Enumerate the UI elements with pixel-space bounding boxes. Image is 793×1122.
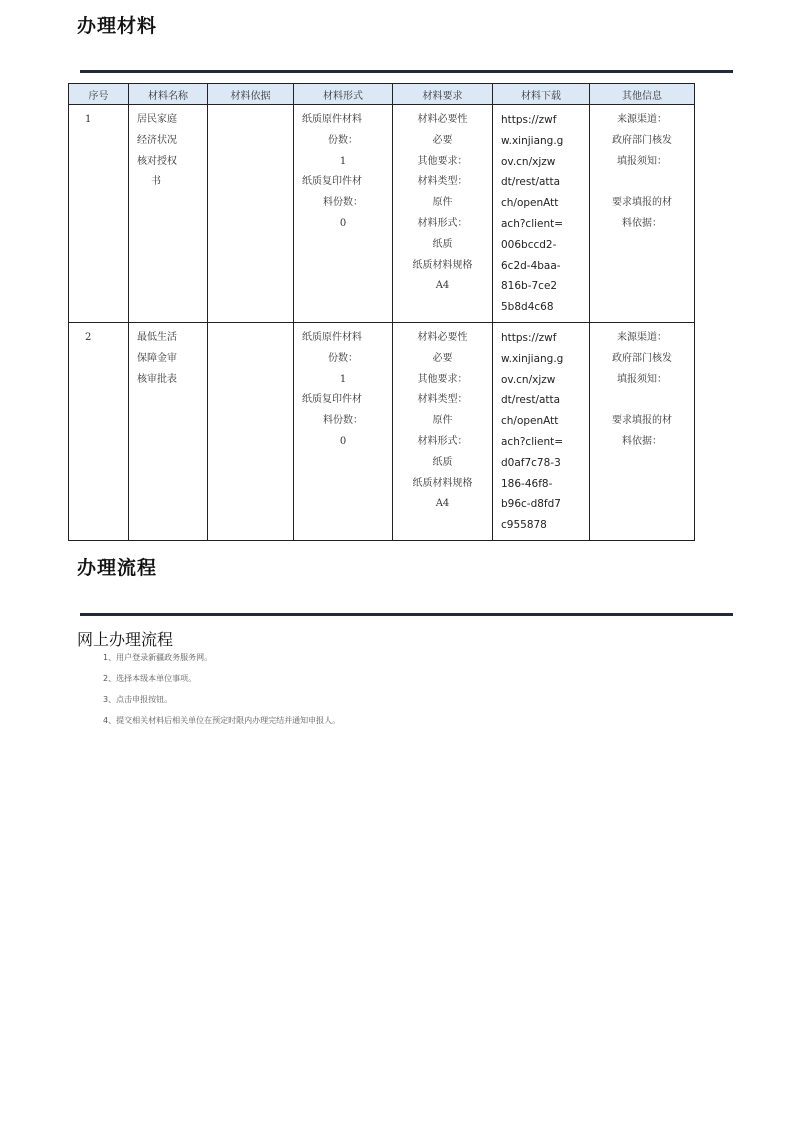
- other-line: 政府部门核发: [612, 134, 672, 146]
- req-line: 材料形式：: [417, 435, 468, 447]
- name-line: 书: [151, 176, 161, 188]
- name-line: 核对授权: [137, 155, 177, 167]
- form-line: 1: [339, 373, 347, 385]
- process-step: 1、用户登录新疆政务服务网。: [103, 653, 213, 662]
- cell-other: [590, 105, 695, 323]
- form-line: 料份数：: [323, 415, 363, 427]
- download-link-line[interactable]: d0af7c78-3: [501, 456, 561, 469]
- other-line: [590, 172, 694, 193]
- other-line: 来源渠道：: [617, 331, 667, 343]
- req-line: 纸质: [432, 238, 453, 250]
- download-link-line[interactable]: 006bccd2-: [501, 238, 557, 251]
- header-requirement: 材料要求: [393, 84, 493, 105]
- section-divider: [80, 613, 733, 616]
- header-no: 序号: [69, 84, 129, 105]
- form-line: 份数：: [328, 352, 358, 364]
- download-link-line[interactable]: 6c2d-4baa-: [501, 259, 561, 272]
- process-step: 2、选择本级本单位事项。: [103, 674, 197, 683]
- process-step: 4、提交相关材料后相关单位在预定时限内办理完结并通知申报人。: [103, 716, 341, 725]
- cell-basis: [208, 105, 294, 323]
- cell-name: [129, 105, 208, 323]
- download-link-line[interactable]: ach?client=: [501, 435, 564, 448]
- cell-no: [69, 322, 129, 540]
- cell-download[interactable]: [493, 322, 590, 540]
- other-line: 料依据：: [622, 435, 662, 447]
- cell-name: [129, 322, 208, 540]
- table-row: [69, 322, 695, 540]
- download-link-line[interactable]: 5b8d4c68: [501, 301, 554, 314]
- req-line: 材料必要性: [417, 331, 468, 343]
- req-line: 其他要求：: [417, 155, 468, 167]
- cell-basis: [208, 322, 294, 540]
- header-basis: 材料依据: [208, 84, 294, 105]
- req-line: A4: [435, 280, 450, 292]
- cell-requirement: [393, 322, 493, 540]
- req-line: 必要: [432, 352, 453, 364]
- cell-requirement: [393, 105, 493, 323]
- form-line: 份数：: [328, 134, 358, 146]
- name-line: 最低生活: [137, 331, 177, 343]
- form-line: 纸质原件材料: [302, 114, 362, 125]
- table-header-row: [69, 84, 695, 105]
- req-line: 材料形式：: [417, 217, 468, 229]
- basis-text: [208, 328, 293, 349]
- other-line: [590, 390, 694, 411]
- form-line: 0: [339, 435, 347, 447]
- header-form: 材料形式: [294, 84, 393, 105]
- other-line: 填报须知：: [617, 373, 667, 385]
- name-line: 居民家庭: [137, 114, 177, 125]
- table-row: [69, 105, 695, 323]
- form-line: 纸质复印件材: [302, 394, 362, 406]
- online-process-subtitle: 网上办理流程: [77, 630, 174, 649]
- download-link-line[interactable]: 186-46f8-: [501, 477, 553, 490]
- materials-title: 办理材料: [77, 15, 158, 37]
- req-line: 材料必要性: [417, 114, 468, 125]
- download-link-line[interactable]: b96c-d8fd7: [501, 498, 561, 511]
- download-link-line[interactable]: w.xinjiang.g: [501, 134, 564, 147]
- process-title: 办理流程: [77, 557, 158, 579]
- form-line: 纸质复印件材: [302, 176, 362, 188]
- cell-form: [294, 105, 393, 323]
- req-line: A4: [435, 498, 450, 510]
- row-number: 2: [85, 331, 92, 343]
- header-other: 其他信息: [590, 84, 695, 105]
- process-steps: [103, 651, 340, 735]
- req-line: 必要: [432, 134, 453, 146]
- cell-form: [294, 322, 393, 540]
- download-link-line[interactable]: https://zwf: [501, 114, 557, 126]
- form-line: 0: [339, 217, 347, 229]
- row-number: 1: [85, 114, 92, 125]
- download-link-line[interactable]: c955878: [501, 519, 547, 532]
- download-link-line[interactable]: w.xinjiang.g: [501, 352, 564, 365]
- download-link-line[interactable]: ach?client=: [501, 217, 564, 230]
- header-name: 材料名称: [129, 84, 208, 105]
- form-line: 料份数：: [323, 197, 363, 209]
- download-link-line[interactable]: ov.cn/xjzw: [501, 155, 556, 168]
- req-line: 原件: [432, 415, 453, 427]
- other-line: 政府部门核发: [612, 352, 672, 364]
- download-link-line[interactable]: dt/rest/atta: [501, 394, 561, 407]
- download-link-line[interactable]: 816b-7ce2: [501, 280, 558, 293]
- process-step: 3、点击申报按钮。: [103, 695, 173, 704]
- section-divider: [80, 70, 733, 73]
- basis-text: [208, 110, 293, 131]
- other-line: 来源渠道：: [617, 114, 667, 125]
- req-line: 材料类型：: [417, 176, 468, 188]
- cell-download[interactable]: [493, 105, 590, 323]
- req-line: 纸质材料规格: [412, 259, 473, 271]
- header-download: 材料下载: [493, 84, 590, 105]
- req-line: 材料类型：: [417, 394, 468, 406]
- req-line: 原件: [432, 197, 453, 209]
- cell-other: [590, 322, 695, 540]
- download-link-line[interactable]: https://zwf: [501, 331, 557, 344]
- download-link-line[interactable]: dt/rest/atta: [501, 176, 561, 189]
- req-line: 其他要求：: [417, 373, 468, 385]
- download-link-line[interactable]: ov.cn/xjzw: [501, 373, 556, 386]
- materials-table: [68, 83, 695, 541]
- form-line: 1: [339, 155, 347, 167]
- req-line: 纸质: [432, 456, 453, 468]
- name-line: 保障金审: [137, 352, 177, 364]
- name-line: 经济状况: [137, 134, 177, 146]
- other-line: 填报须知：: [617, 155, 667, 167]
- download-link-line[interactable]: ch/openAtt: [501, 415, 559, 428]
- name-line: 核审批表: [137, 373, 177, 385]
- other-line: 要求填报的材: [612, 415, 672, 427]
- req-line: 纸质材料规格: [412, 477, 473, 489]
- form-line: 纸质原件材料: [302, 331, 362, 343]
- cell-no: [69, 105, 129, 323]
- other-line: 料依据：: [622, 217, 662, 229]
- other-line: 要求填报的材: [612, 197, 672, 209]
- download-link-line[interactable]: ch/openAtt: [501, 197, 559, 210]
